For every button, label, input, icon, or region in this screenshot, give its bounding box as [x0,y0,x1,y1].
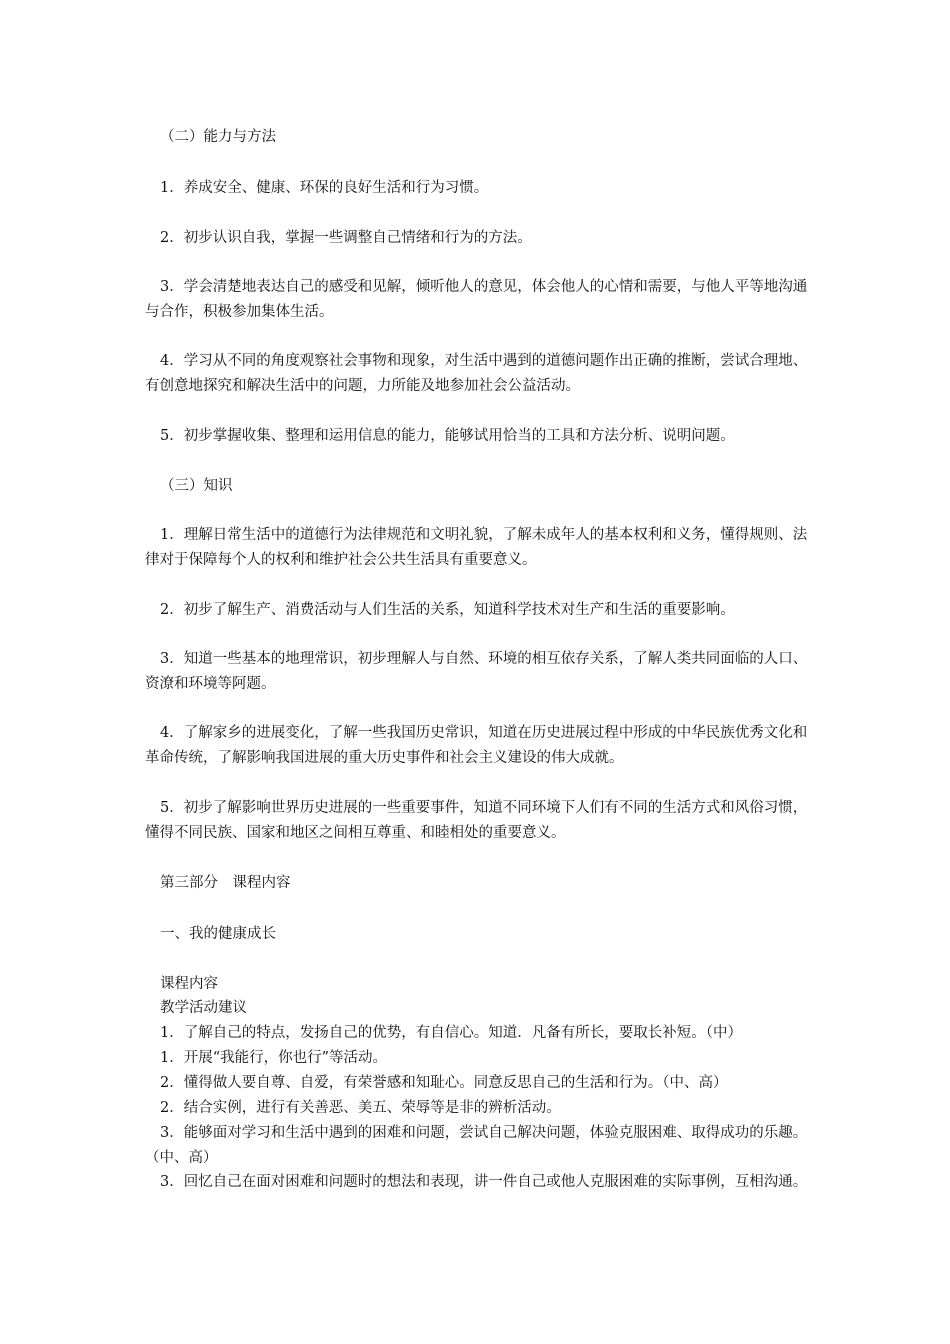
ability-item-3: 3．学会清楚地表达自己的感受和见解，倾听他人的意见，体会他人的心情和需要，与他人平等地沟通与合作，积极参加集体生活。 [145,279,808,320]
ability-heading: （二）能力与方法 [160,129,276,145]
knowledge-item-5: 5．初步了解影响世界历史进展的一些重要事件，知道不同环境下人们有不同的生活方式和风俗习惯，懂得不同民族、国家和地区之间相互尊重、和睦相处的重要意义。 [145,800,808,841]
ability-item-4: 4．学习从不同的角度观察社会事物和现象，对生活中遇到的道德问题作出正确的推断，尝试合理地、有创意地探究和解决生活中的问题，力所能及地参加社会公益活动。 [145,353,808,394]
part-heading: 第三部分 课程内容 [160,875,291,891]
unit-heading: 一、我的健康成长 [160,926,276,942]
activity-label: 教学活动建议 [160,1000,247,1016]
ability-item-1: 1．养成安全、健康、环保的良好生活和行为习惯。 [160,180,489,196]
content-line-3: 2．懂得做人要自尊、自爱，有荣誉感和知耻心。同意反思自己的生活和行为。（中、高） [160,1075,728,1091]
knowledge-item-2: 2．初步了解生产、消费活动与人们生活的关系，知道科学技术对生产和生活的重要影响。 [160,602,735,618]
knowledge-item-4: 4．了解家乡的进展变化，了解一些我国历史常识，知道在历史进展过程中形成的中华民族优秀文化和革命传统，了解影响我国进展的重大历史事件和社会主义建设的伟大成就。 [145,725,808,766]
content-line-6: 3．回忆自己在面对困难和问题时的想法和表现，讲一件自己或他人克服困难的实际事例，互相沟通。 [160,1174,808,1190]
knowledge-heading: （三）知识 [160,478,233,494]
content-line-1: 1．了解自己的特点，发扬自己的优势，有自信心。知道．凡备有所长，要取长补短。（中） [160,1025,742,1041]
content-line-2: 1．开展“我能行，你也行”等活动。 [160,1050,388,1066]
knowledge-item-1: 1．理解日常生活中的道德行为法律规范和文明礼貌，了解未成年人的基本权利和义务，懂得规则、法律对于保障每个人的权利和维护社会公共生活具有重要意义。 [145,527,808,568]
ability-item-2: 2．初步认识自我，掌握一些调整自己情绪和行为的方法。 [160,230,532,246]
knowledge-item-3: 3．知道一些基本的地理常识，初步理解人与自然、环境的相互依存关系，了解人类共同面临的人口、资潦和环境等阿题。 [145,651,808,692]
content-label: 课程内容 [160,976,218,992]
content-line-5: 3．能够面对学习和生活中遇到的困难和问题，尝试自己解决问题，体验克服困难、取得成功的乐趣。（中、高） [145,1125,808,1166]
content-line-4: 2．结合实例，进行有关善恶、美五、荣辱等是非的辨析活动。 [160,1100,561,1116]
ability-item-5: 5．初步掌握收集、整理和运用信息的能力，能够试用恰当的工具和方法分析、说明问题。 [160,428,735,444]
